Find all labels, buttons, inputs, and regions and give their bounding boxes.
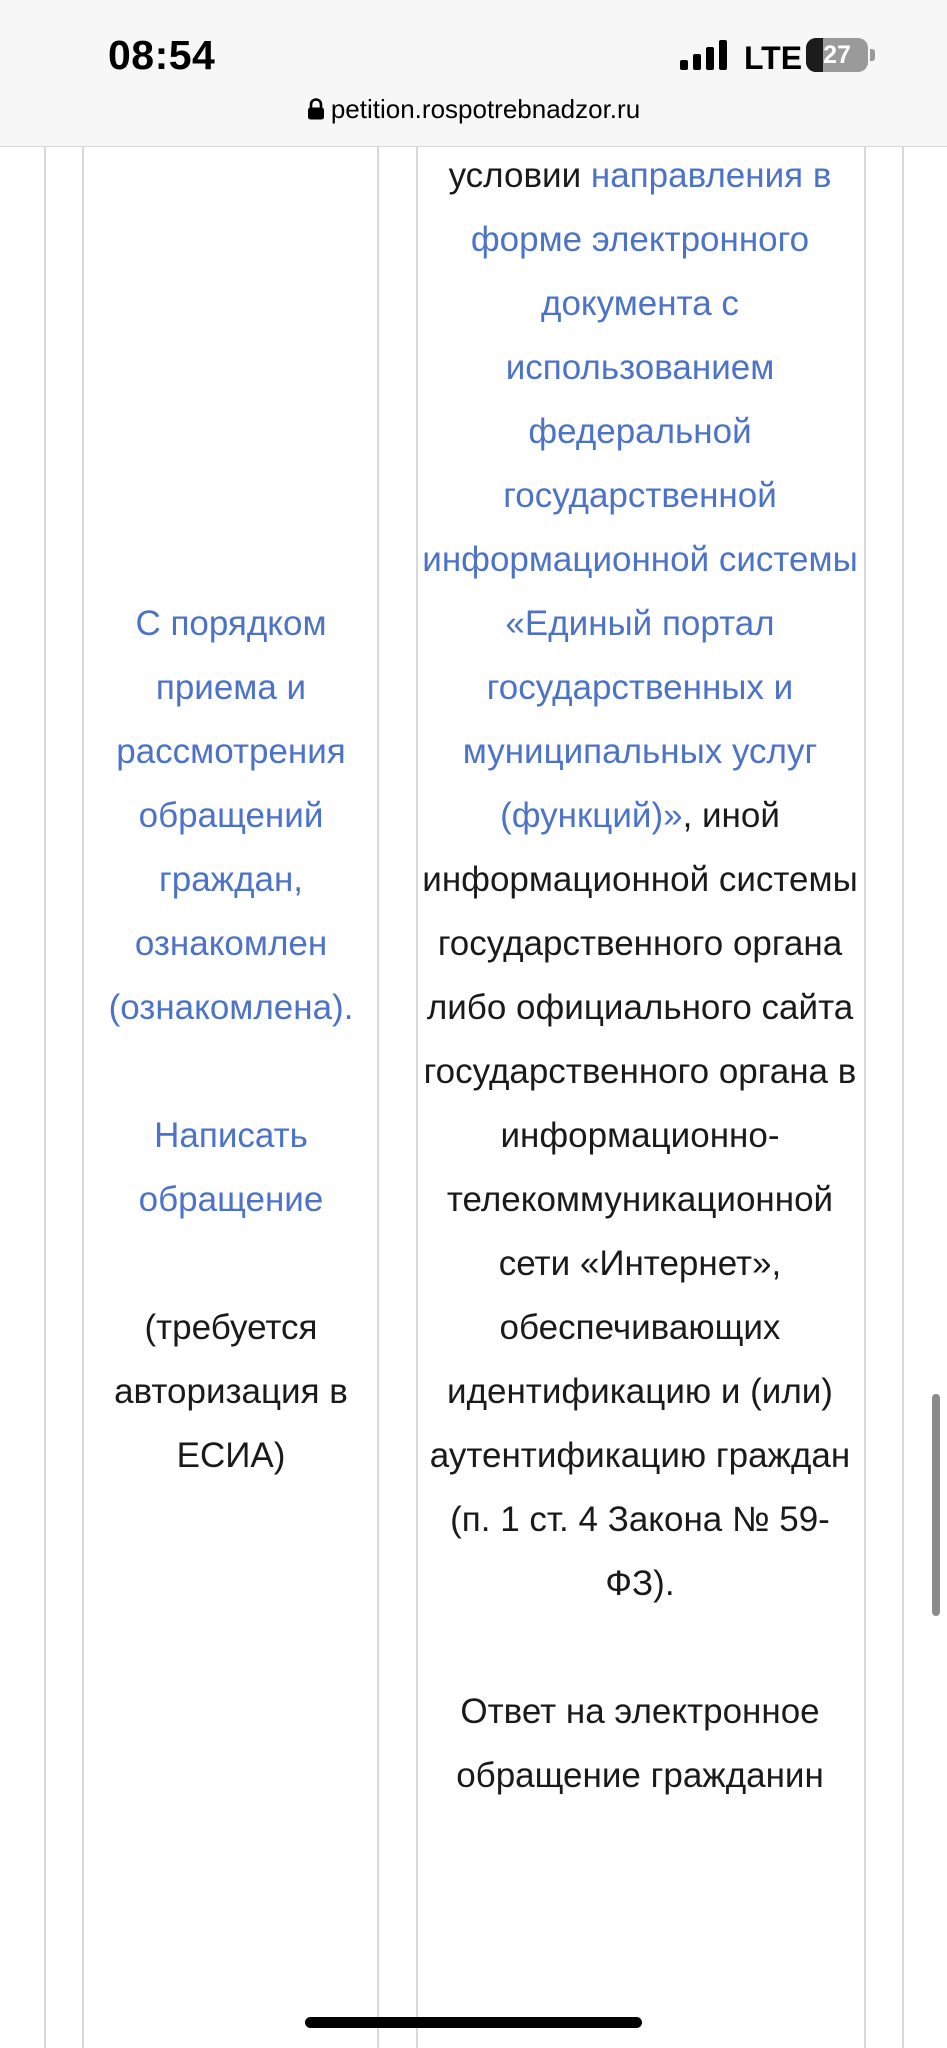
condition-text: , иной информационной системы государственного органа либо официального сайта государственного органа в информационно-телекоммуникационной сети «Интернет», обеспечивающих идентификацию и (или) аутентификацию граждан (п. 1 ст. 4 Закона № 59-ФЗ). (422, 796, 858, 1603)
write-appeal-link[interactable]: Написать обращение (138, 1116, 324, 1219)
clock: 08:54 (108, 32, 216, 78)
lock-icon (307, 98, 325, 120)
epgu-link[interactable]: направления в форме электронного документа с использованием федеральной государственной информационной системы «Единый портал государственных и муниципальных услуг (функций)» (422, 156, 858, 835)
url-text: petition.rospotrebnadzor.ru (330, 94, 641, 124)
address-bar[interactable] (0, 94, 947, 125)
reply-text: Ответ на электронное обращение гражданин (456, 1692, 824, 1795)
auth-note: (требуется авторизация в ЕСИА) (114, 1308, 348, 1475)
table-cell-left (86, 592, 376, 1488)
scrollbar[interactable] (932, 1394, 940, 1616)
home-indicator[interactable] (305, 2017, 642, 2028)
status-bar (0, 0, 947, 147)
battery-level: 27 (823, 41, 851, 69)
cell-border-right (864, 146, 866, 2048)
cell-border-left (82, 146, 84, 2048)
cell-border-mid-left (377, 146, 379, 2048)
table-border-outer-left (44, 146, 46, 2048)
signal-icon (680, 38, 732, 70)
battery-icon (806, 38, 878, 72)
procedure-link[interactable]: С порядком приема и рассмотрения обращений граждан, ознакомлен (ознакомлена). (108, 604, 354, 1027)
table-border-outer-right (902, 146, 904, 2048)
condition-prefix: условии (448, 156, 582, 195)
network-type: LTE (744, 40, 803, 76)
table-cell-right (418, 144, 862, 1808)
